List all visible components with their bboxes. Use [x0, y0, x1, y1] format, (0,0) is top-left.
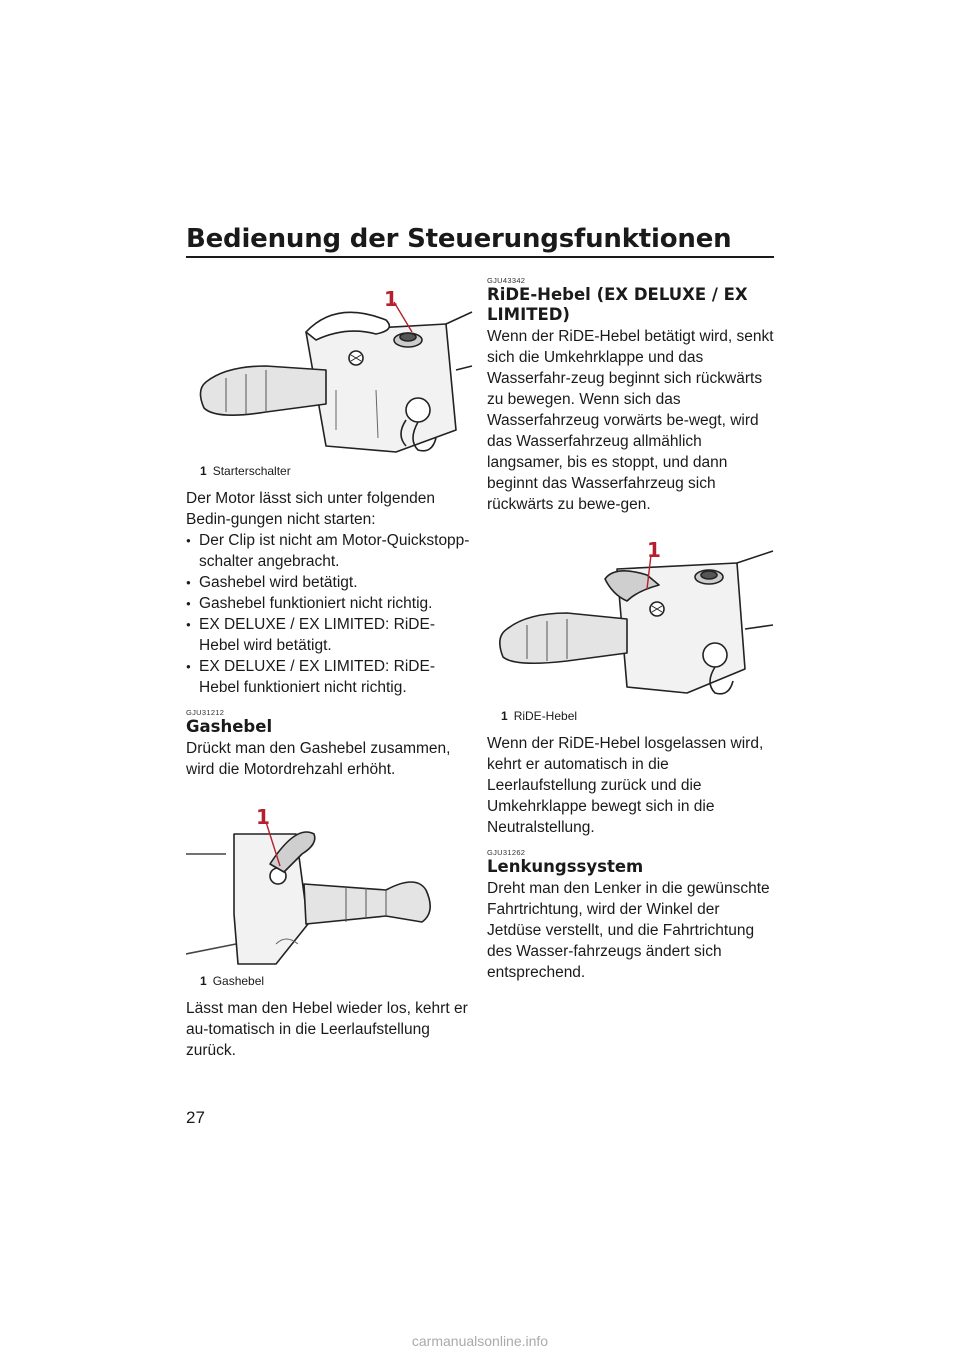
section-code: GJU31262 — [487, 848, 526, 857]
intro-paragraph: Der Motor lässt sich unter folgenden Bedin-gungen nicht starten: — [186, 490, 435, 528]
section-code: GJU31212 — [186, 708, 225, 717]
caption-number: 1 — [200, 464, 207, 478]
section-heading-lenkung: Lenkungssystem — [487, 857, 644, 876]
figure-caption — [186, 974, 474, 988]
ride-paragraph: Wenn der RiDE-Hebel betätigt wird, senkt sich die Umkehrklappe und das Wasserfahr-zeug beginnt sich rückwärts zu bewegen. Wenn sich das Wasserfahrzeug vorwärts be-wegt, wird das Wasserfahrzeug allmählich langsamer, bis es stoppt, und dann beginnt das Wasserfahrzeug sich rückwärts zu bewe-gen. — [487, 328, 774, 513]
list-item: ● EX DELUXE / EX LIMITED: RiDE-Hebel wird betätigt. — [186, 614, 474, 656]
throttle-lever-illustration — [186, 794, 474, 974]
figure-ride-lever — [487, 529, 775, 709]
caption-text: RiDE-Hebel — [513, 709, 578, 723]
left-column — [186, 270, 474, 1061]
list-item: ● Gashebel wird betätigt. — [186, 572, 474, 593]
release-ride-paragraph: Wenn der RiDE-Hebel losgelassen wird, kehrt er automatisch in die Leerlaufstellung zurück und die Umkehrklappe bewegt sich in die Neutralstellung. — [487, 735, 764, 836]
list-item: ● Gashebel funktioniert nicht richtig. — [186, 593, 474, 614]
figure-starter-switch — [186, 270, 474, 464]
page-number: 27 — [186, 1108, 205, 1127]
caption-number: 1 — [200, 974, 207, 988]
gashebel-paragraph: Drückt man den Gashebel zusammen, wird die Motordrehzahl erhöht. — [186, 740, 451, 778]
ride-lever-illustration — [487, 529, 775, 709]
release-paragraph: Lässt man den Hebel wieder los, kehrt er au-tomatisch in die Leerlaufstellung zurück. — [186, 1000, 468, 1059]
section-code: GJU43342 — [487, 276, 526, 285]
starter-switch-illustration — [186, 270, 474, 464]
title-rule — [186, 256, 774, 258]
caption-text: Gashebel — [212, 974, 265, 988]
page-title: Bedienung der Steuerungsfunktionen — [186, 224, 732, 254]
callout-number: 1 — [647, 538, 661, 562]
start-conditions-list — [186, 530, 474, 698]
figure-caption — [186, 464, 474, 478]
caption-text: Starterschalter — [212, 464, 291, 478]
callout-number: 1 — [256, 805, 270, 829]
figure-throttle-lever — [186, 794, 474, 974]
right-column — [487, 270, 775, 983]
lenkung-paragraph: Dreht man den Lenker in die gewünschte Fahrtrichtung, wird der Winkel der Jetdüse verstellt, und die Fahrtrichtung des Wasser-fahrzeugs ändert sich entsprechend. — [487, 880, 770, 981]
figure-caption — [487, 709, 775, 723]
callout-number: 1 — [384, 287, 398, 311]
list-item: ● Der Clip ist nicht am Motor-Quickstopp-schalter angebracht. — [186, 530, 474, 572]
section-heading-ride: RiDE-Hebel (EX DELUXE / EX LIMITED) — [487, 285, 748, 324]
list-item: ● EX DELUXE / EX LIMITED: RiDE-Hebel funktioniert nicht richtig. — [186, 656, 474, 698]
caption-number: 1 — [501, 709, 508, 723]
watermark: carmanualsonline.info — [411, 1333, 549, 1349]
section-heading-gashebel: Gashebel — [186, 717, 273, 736]
